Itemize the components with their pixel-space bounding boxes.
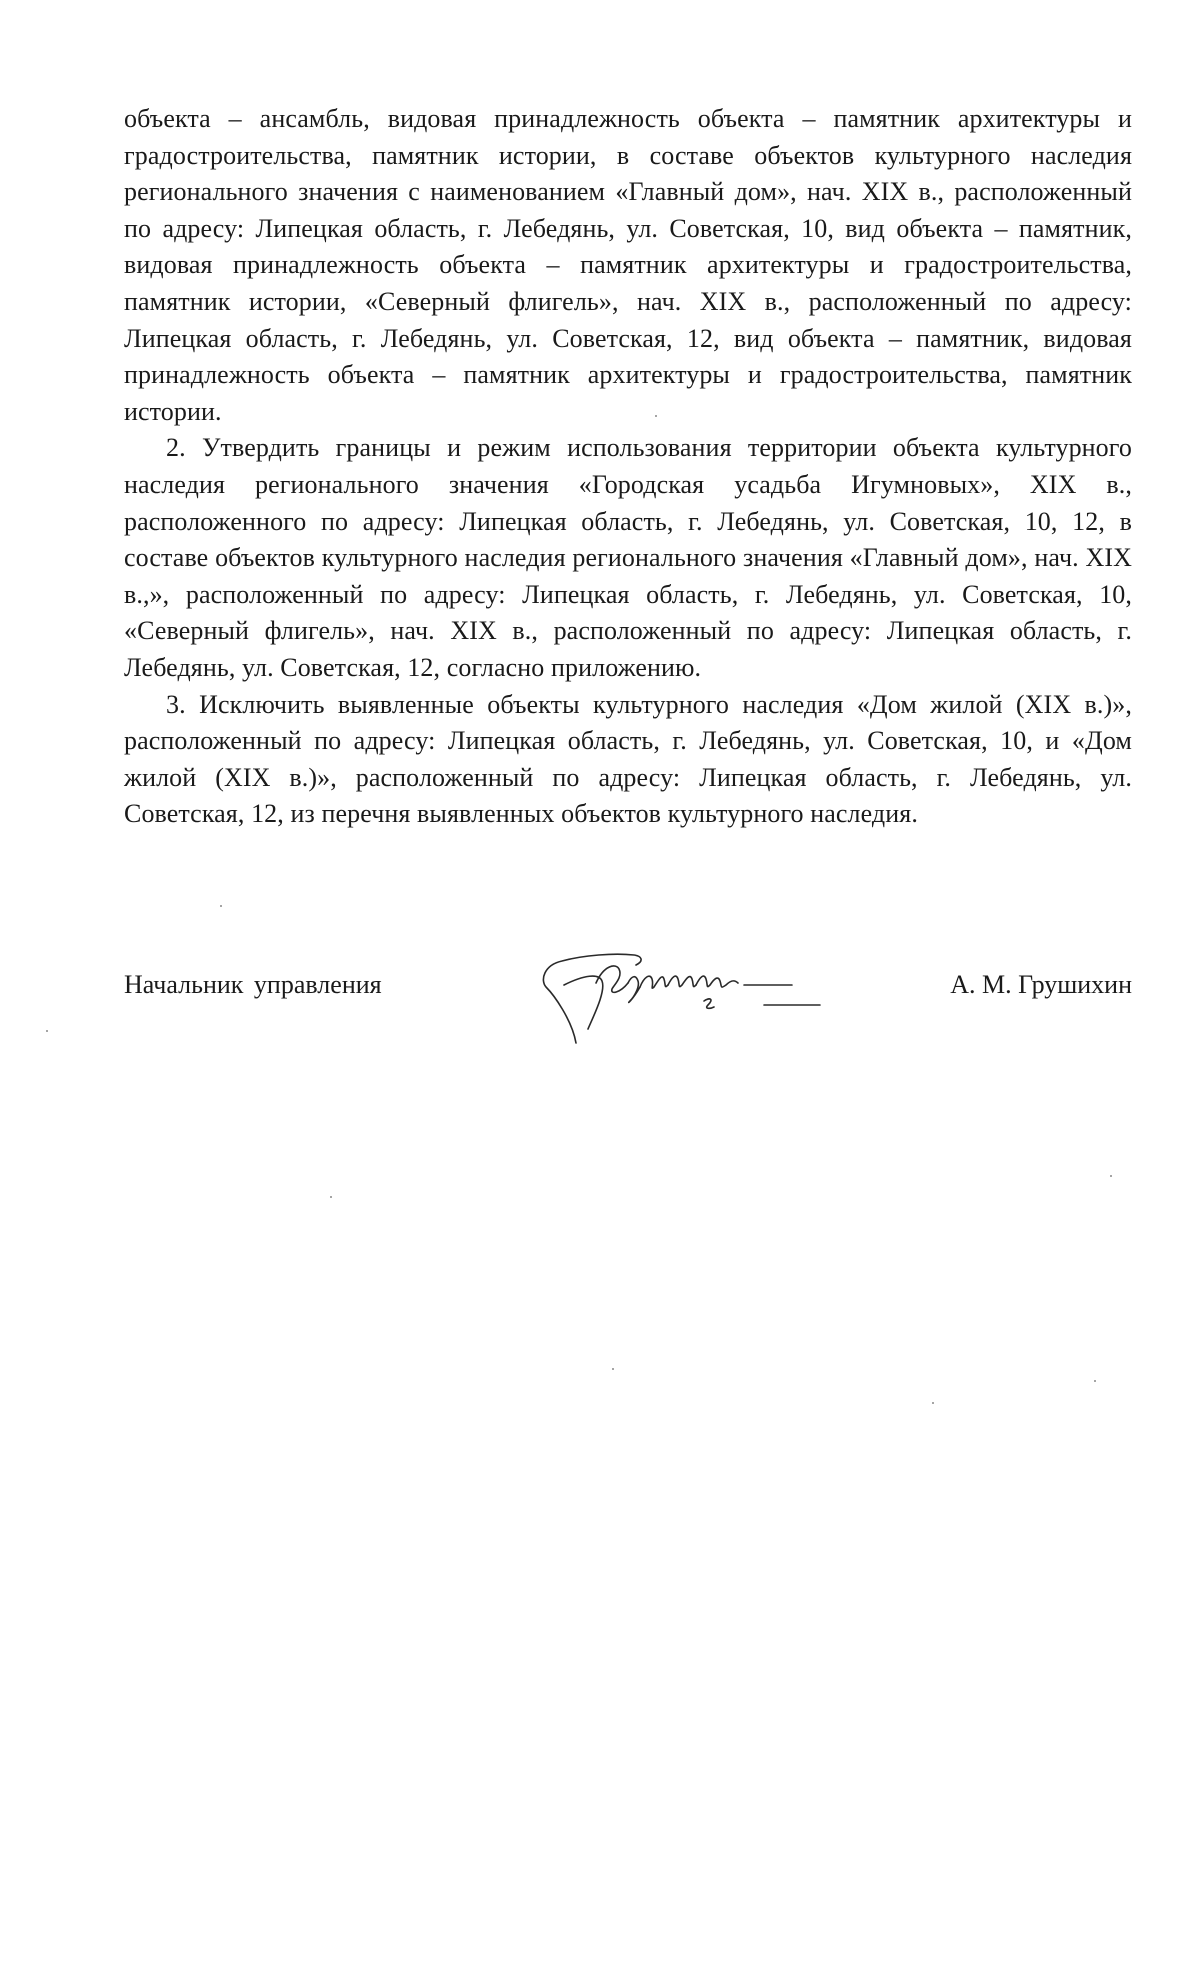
scan-speck xyxy=(932,1402,934,1404)
scan-speck xyxy=(655,415,657,417)
paragraph-3-exclude-objects: 3. Исключить выявленные объекты культурного наследия «Дом жилой (XIX в.)», расположенный по адресу: Липецкая область, г. Лебедянь, ул. Советская, 10, и «Дом жилой (XIX в.)», расположенный по адресу: Липецкая область, г. Лебедянь, ул. Советская, 12, из перечня выявленных объектов культурного наследия. xyxy=(124,689,1132,829)
paragraph-continuation: объекта – ансамбль, видовая принадлежность объекта – памятник архитектуры и градостроительства, памятник истории, в составе объектов культурного наследия регионального значения с наименованием «Главный дом», нач. XIX в., расположенный по адресу: Липецкая область, г. Лебедянь, ул. Советская, 10, вид объекта – памятник, видовая принадлежность объекта – памятник архитектуры и градостроительства, памятник истории, «Северный флигель», нач. XIX в., расположенный по адресу: Липецкая область, г. Лебедянь, ул. Советская, 12, вид объекта – памятник, видовая принадлежность объекта – памятник архитектуры и градостроительства, памятник истории. xyxy=(124,104,1132,426)
handwritten-signature-icon xyxy=(524,925,824,1055)
signer-position: Начальник управления xyxy=(124,970,382,999)
document-body xyxy=(124,101,1132,833)
scan-speck xyxy=(1110,1175,1112,1177)
scan-speck xyxy=(220,905,222,907)
scan-speck xyxy=(612,1368,614,1370)
scan-speck xyxy=(1094,1380,1096,1382)
signer-name: А. М. Грушихин xyxy=(950,970,1132,999)
scan-speck xyxy=(330,1196,332,1198)
paragraph-2-approve-boundaries: 2. Утвердить границы и режим использования территории объекта культурного наследия регионального значения «Городская усадьба Игумновых», XIX в., расположенного по адресу: Липецкая область, г. Лебедянь, ул. Советская, 10, 12, в составе объектов культурного наследия регионального значения «Главный дом», нач. XIX в.,», расположенный по адресу: Липецкая область, г. Лебедянь, ул. Советская, 10, «Северный флигель», нач. XIX в., расположенный по адресу: Липецкая область, г. Лебедянь, ул. Советская, 12, согласно приложению. xyxy=(124,433,1132,682)
signature-block xyxy=(124,955,1132,1065)
scan-speck xyxy=(46,1030,48,1032)
